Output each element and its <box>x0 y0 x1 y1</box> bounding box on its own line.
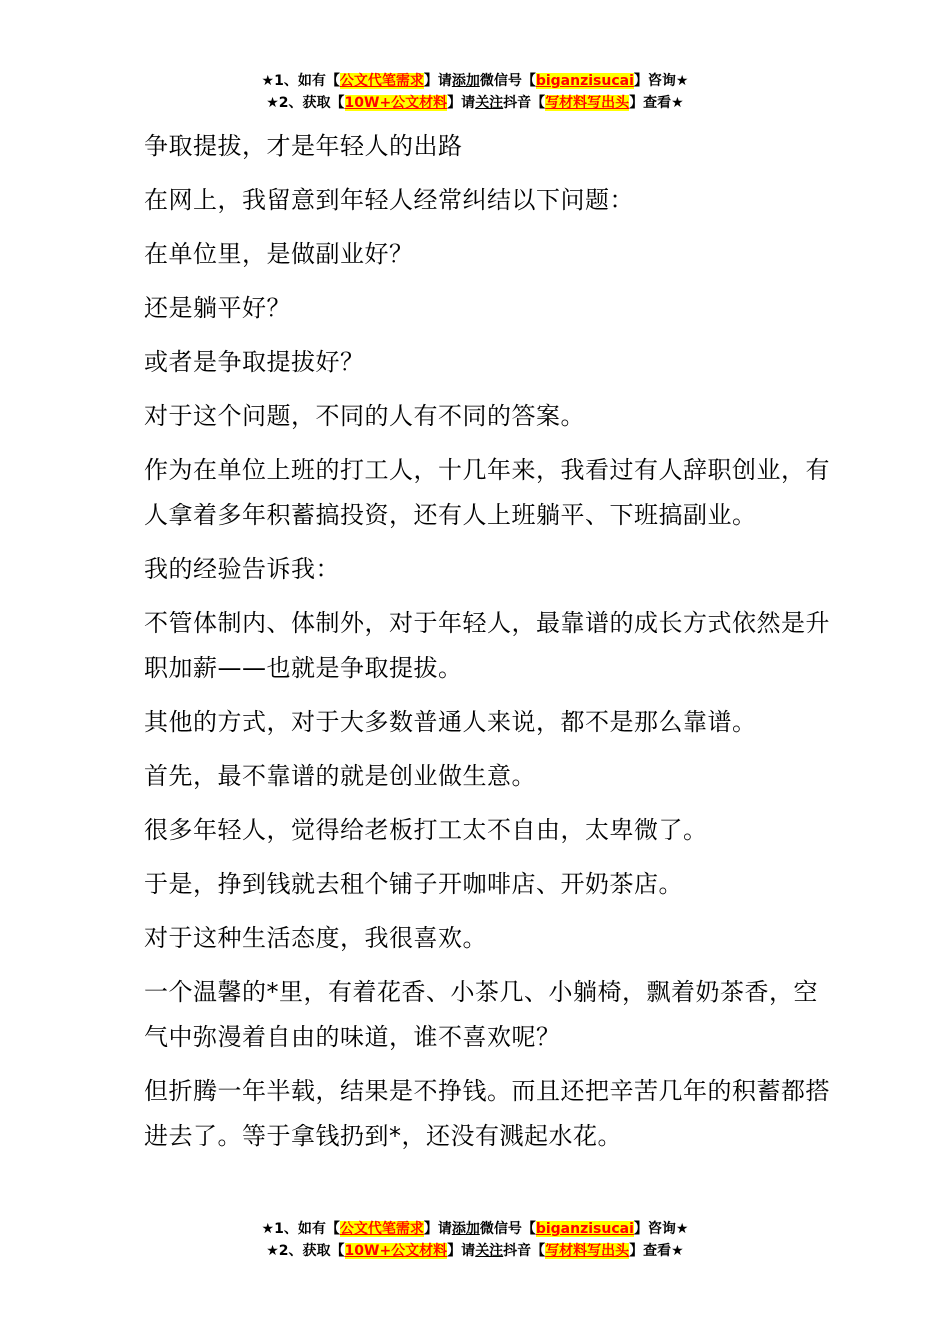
promo-text: ★1、如有【 <box>261 73 340 89</box>
promo-text: 微信号【 <box>479 1221 536 1237</box>
paragraph: 在网上，我留意到年轻人经常纠结以下问题： <box>144 186 634 214</box>
paragraph: 一个温馨的*里，有着花香、小茶几、小躺椅，飘着奶茶香，空气中弥漫着自由的味道，谁不喜欢呢？ <box>144 978 818 1051</box>
promo-text: ★1、如有【 <box>261 1221 340 1237</box>
paragraph: 首先，最不靠谱的就是创业做生意。 <box>144 762 536 790</box>
paragraph: 在单位里，是做副业好？ <box>144 240 414 268</box>
footer-promo <box>0 1218 950 1262</box>
promo-text: 】咨询★ <box>633 73 689 89</box>
promo-text: 】查看★ <box>629 1243 684 1259</box>
promo-text: 】请 <box>447 1243 476 1259</box>
promo-highlight-materials: 10W+公文材料 <box>344 1243 448 1259</box>
promo-text: 】请 <box>423 1221 452 1237</box>
promo-highlight-service: 公文代笔需求 <box>339 73 424 89</box>
promo-underlined-word: 添加 <box>451 73 480 89</box>
promo-text: 】请 <box>447 95 476 111</box>
promo-text: 】咨询★ <box>633 1221 689 1237</box>
article-body <box>144 124 834 1168</box>
promo-line-2 <box>0 92 950 114</box>
promo-underlined-word: 添加 <box>451 1221 480 1237</box>
promo-highlight-wechat-id: biganzisucai <box>535 73 634 89</box>
paragraph: 对于这个问题，不同的人有不同的答案。 <box>144 402 585 430</box>
header-promo <box>0 70 950 114</box>
promo-text: ★2、获取【 <box>266 95 345 111</box>
promo-text: 抖音【 <box>503 1243 546 1259</box>
paragraph: 还是躺平好？ <box>144 294 291 322</box>
promo-highlight-wechat-id: biganzisucai <box>535 1221 634 1237</box>
promo-line-1 <box>0 1218 950 1240</box>
paragraph: 但折腾一年半载，结果是不挣钱。而且还把辛苦几年的积蓄都搭进去了。等于拿钱扔到*，还没有溅起水花。 <box>144 1077 830 1150</box>
paragraph: 于是，挣到钱就去租个铺子开咖啡店、开奶茶店。 <box>144 870 683 898</box>
promo-underlined-word: 关注 <box>475 1243 504 1259</box>
paragraph: 其他的方式，对于大多数普通人来说，都不是那么靠谱。 <box>144 708 757 736</box>
promo-text: ★2、获取【 <box>266 1243 345 1259</box>
paragraph: 很多年轻人，觉得给老板打工太不自由，太卑微了。 <box>144 816 708 844</box>
article-title: 争取提拔，才是年轻人的出路 <box>144 132 463 160</box>
promo-text: 抖音【 <box>503 95 546 111</box>
paragraph: 对于这种生活态度，我很喜欢。 <box>144 924 487 952</box>
promo-text: 微信号【 <box>479 73 536 89</box>
promo-highlight-materials: 10W+公文材料 <box>344 95 448 111</box>
paragraph: 或者是争取提拔好？ <box>144 348 365 376</box>
promo-line-1 <box>0 70 950 92</box>
promo-highlight-service: 公文代笔需求 <box>339 1221 424 1237</box>
promo-underlined-word: 关注 <box>475 95 504 111</box>
promo-text: 】请 <box>423 73 452 89</box>
paragraph: 我的经验告诉我： <box>144 555 340 583</box>
promo-highlight-douyin-account: 写材料写出头 <box>545 1243 630 1259</box>
promo-line-2 <box>0 1240 950 1262</box>
promo-text: 】查看★ <box>629 95 684 111</box>
paragraph: 不管体制内、体制外，对于年轻人，最靠谱的成长方式依然是升职加薪——也就是争取提拔。 <box>144 609 830 682</box>
paragraph: 作为在单位上班的打工人，十几年来，我看过有人辞职创业，有人拿着多年积蓄搞投资，还有人上班躺平、下班搞副业。 <box>144 456 830 529</box>
promo-highlight-douyin-account: 写材料写出头 <box>545 95 630 111</box>
